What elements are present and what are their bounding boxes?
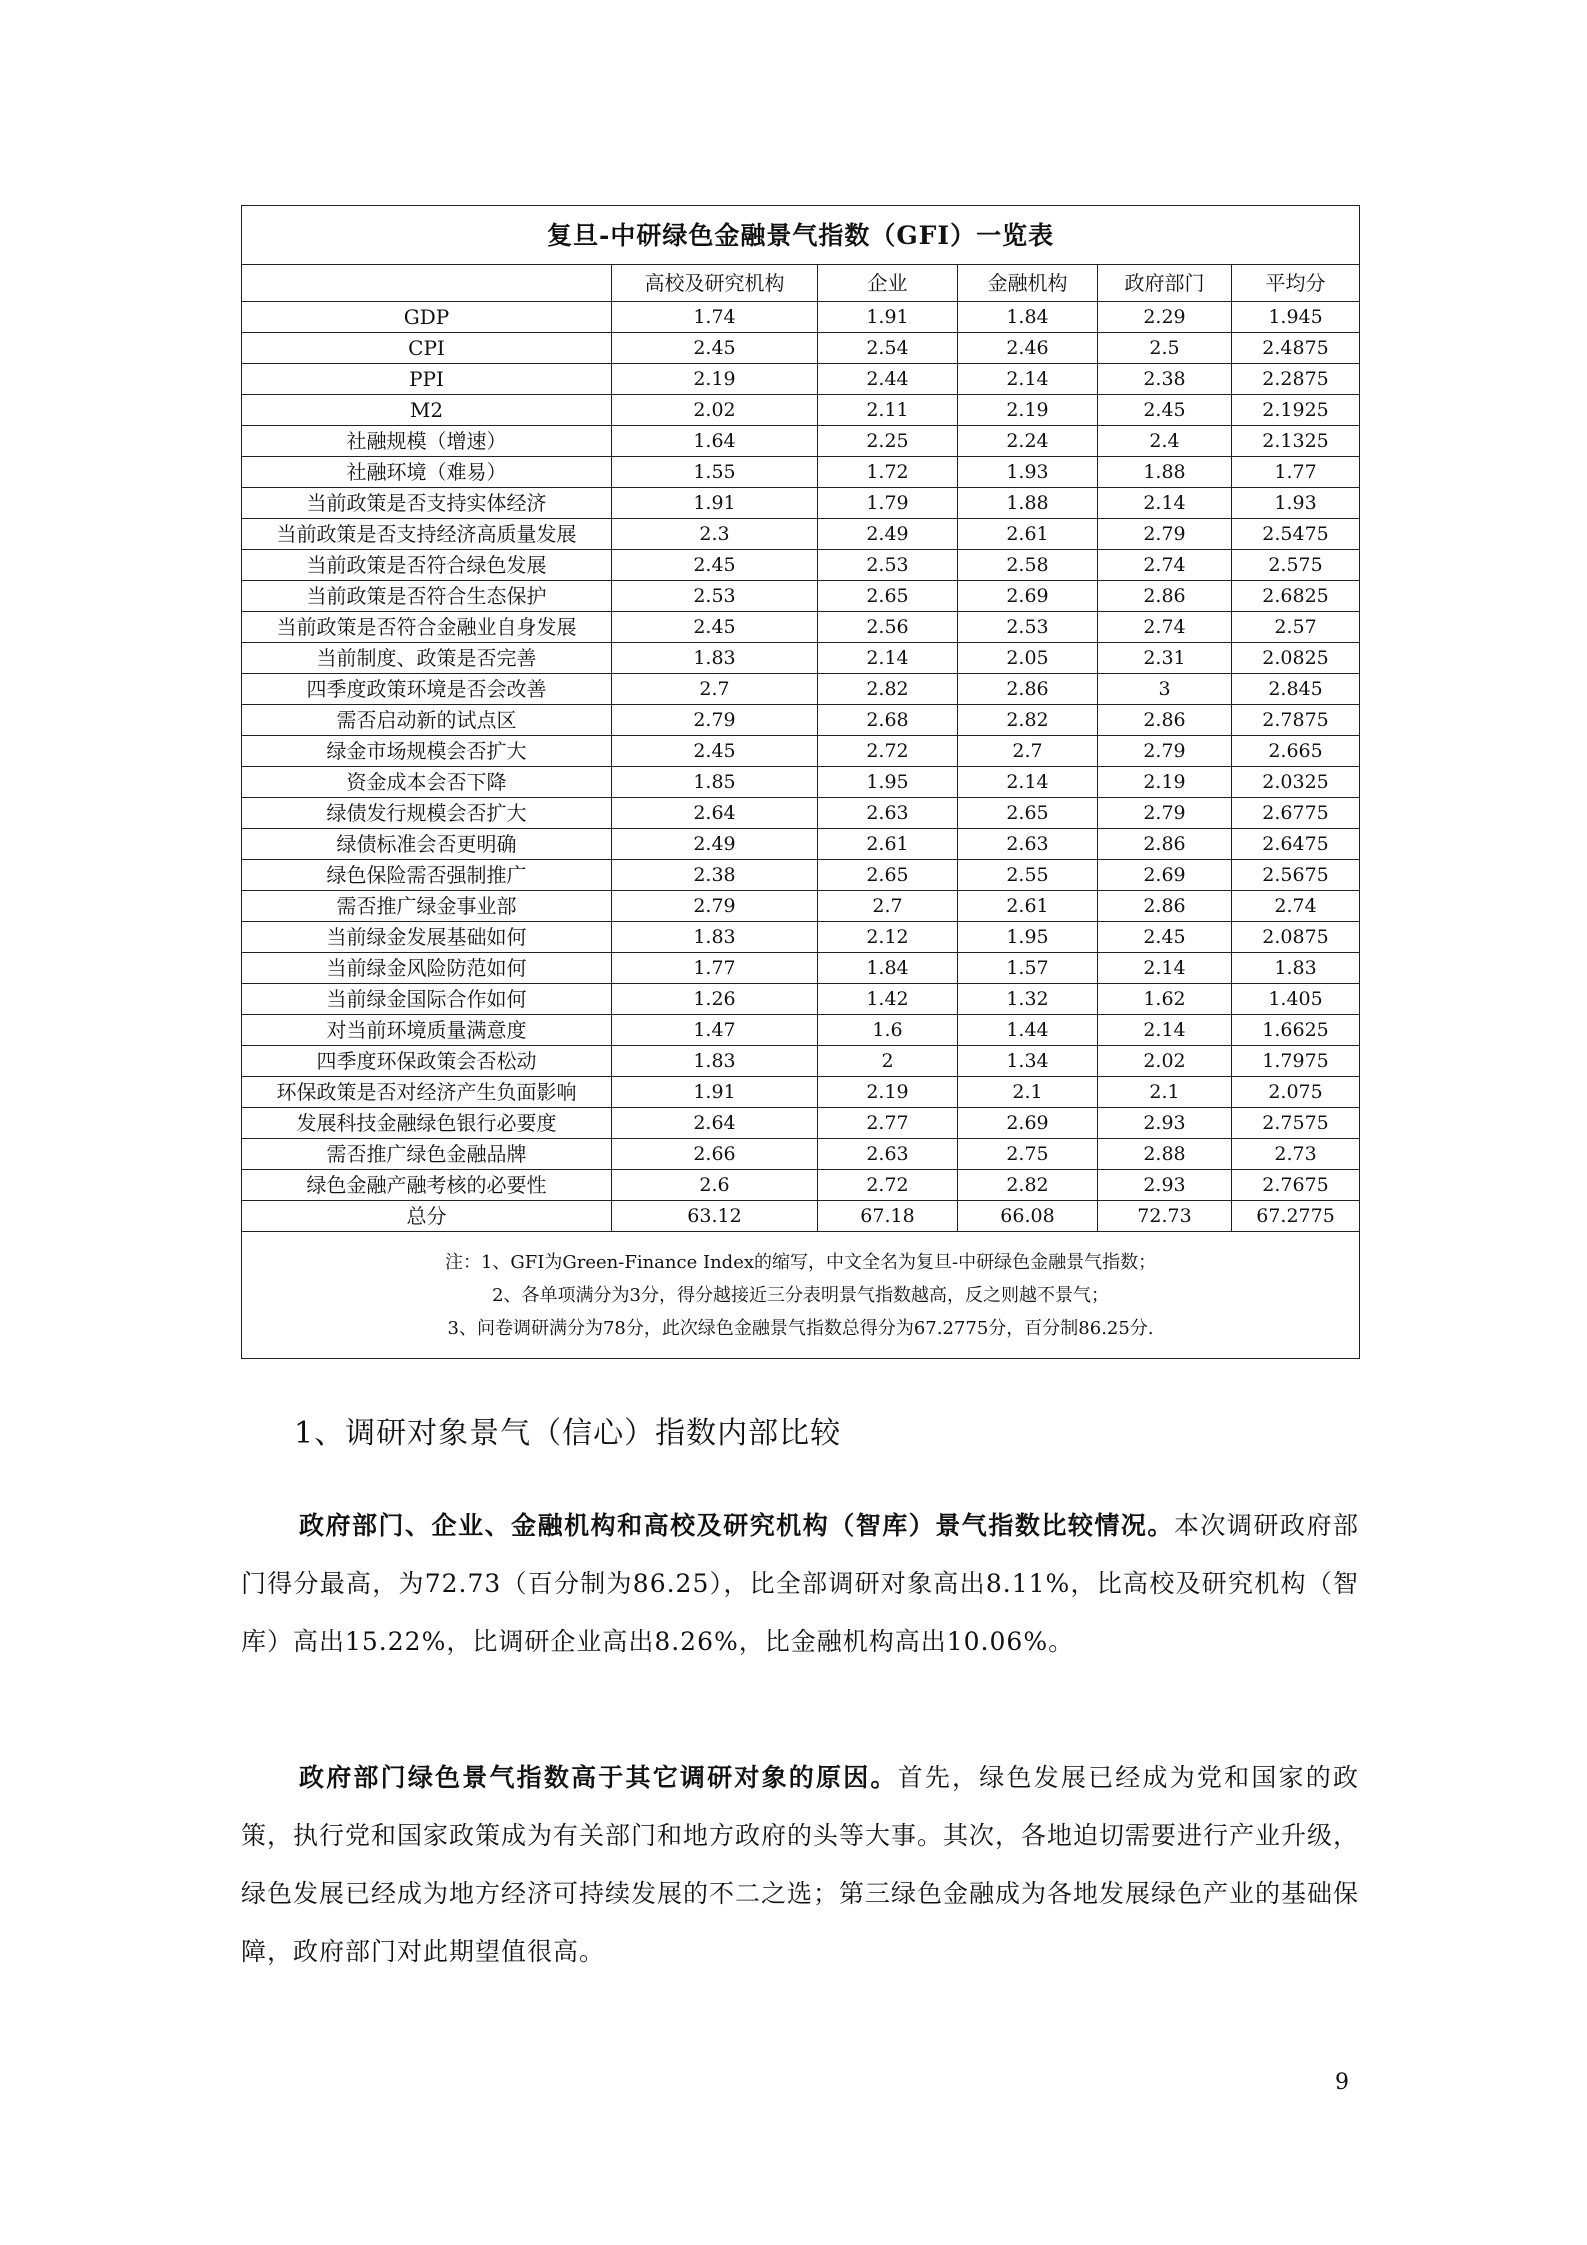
table-cell: 2.2875	[1232, 364, 1360, 395]
table-cell: 2.77	[818, 1108, 958, 1139]
table-cell: 2.88	[1098, 1139, 1232, 1170]
table-cell: 1.85	[612, 767, 818, 798]
table-cell: 2.53	[612, 581, 818, 612]
table-cell: 2.0875	[1232, 922, 1360, 953]
table-row	[242, 519, 1360, 550]
table-cell: 2.74	[1232, 891, 1360, 922]
table-row	[242, 302, 1360, 333]
table-row	[242, 984, 1360, 1015]
table-cell: 2.74	[1098, 612, 1232, 643]
table-cell: 2.79	[612, 705, 818, 736]
row-label: 当前绿金风险防范如何	[242, 953, 612, 984]
table-cell: 1.93	[1232, 488, 1360, 519]
table-notes-row	[242, 1232, 1360, 1359]
row-label: 需否推广绿色金融品牌	[242, 1139, 612, 1170]
row-label: 绿色保险需否强制推广	[242, 860, 612, 891]
row-label: 需否启动新的试点区	[242, 705, 612, 736]
table-cell: 1.77	[1232, 457, 1360, 488]
table-cell: 2.7	[958, 736, 1098, 767]
table-cell: 2.665	[1232, 736, 1360, 767]
header-cell-government: 政府部门	[1098, 265, 1232, 302]
table-cell: 1.945	[1232, 302, 1360, 333]
table-cell: 2.56	[818, 612, 958, 643]
table-cell: 2.86	[1098, 891, 1232, 922]
table-cell: 2.02	[1098, 1046, 1232, 1077]
total-cell: 67.2775	[1232, 1201, 1360, 1232]
table-cell: 2.5675	[1232, 860, 1360, 891]
row-label: 资金成本会否下降	[242, 767, 612, 798]
table-cell: 1.34	[958, 1046, 1098, 1077]
paragraph-body: 本次调研政府部门得分最高，为72.73（百分制为86.25），比全部调研对象高出8.11%，比高校及研究机构（智库）高出15.22%，比调研企业高出8.26%，比金融机构高出10.06%。	[241, 1511, 1359, 1656]
table-cell: 2.14	[1098, 488, 1232, 519]
table-cell: 2.6825	[1232, 581, 1360, 612]
table-cell: 2.7675	[1232, 1170, 1360, 1201]
table-cell: 2.86	[1098, 705, 1232, 736]
table-row	[242, 953, 1360, 984]
total-cell: 72.73	[1098, 1201, 1232, 1232]
table-cell: 2.14	[1098, 1015, 1232, 1046]
row-label: 绿色金融产融考核的必要性	[242, 1170, 612, 1201]
table-cell: 1.55	[612, 457, 818, 488]
table-row	[242, 550, 1360, 581]
table-row	[242, 364, 1360, 395]
table-row	[242, 395, 1360, 426]
table-cell: 2.82	[958, 705, 1098, 736]
table-cell: 2.45	[612, 736, 818, 767]
table-cell: 2.3	[612, 519, 818, 550]
table-cell: 1.72	[818, 457, 958, 488]
table-cell: 1.91	[612, 1077, 818, 1108]
table-cell: 2.38	[1098, 364, 1232, 395]
table-row	[242, 1170, 1360, 1201]
table-row	[242, 1108, 1360, 1139]
table-row	[242, 1139, 1360, 1170]
table-cell: 2.61	[958, 891, 1098, 922]
table-row	[242, 1046, 1360, 1077]
gfi-table	[241, 205, 1360, 1359]
table-cell: 2.6775	[1232, 798, 1360, 829]
table-row	[242, 674, 1360, 705]
header-cell-universities: 高校及研究机构	[612, 265, 818, 302]
table-cell: 1.42	[818, 984, 958, 1015]
table-cell: 2.4	[1098, 426, 1232, 457]
table-cell: 2.64	[612, 1108, 818, 1139]
table-cell: 1.77	[612, 953, 818, 984]
table-cell: 1.74	[612, 302, 818, 333]
table-cell: 2.29	[1098, 302, 1232, 333]
table-cell: 2.66	[612, 1139, 818, 1170]
table-cell: 2.19	[1098, 767, 1232, 798]
table-cell: 2.93	[1098, 1170, 1232, 1201]
table-cell: 1.7975	[1232, 1046, 1360, 1077]
total-label: 总分	[242, 1201, 612, 1232]
table-cell: 1.83	[612, 922, 818, 953]
table-total-row	[242, 1201, 1360, 1232]
table-cell: 2.73	[1232, 1139, 1360, 1170]
table-cell: 2.49	[612, 829, 818, 860]
table-cell: 1.405	[1232, 984, 1360, 1015]
table-cell: 2.1	[1098, 1077, 1232, 1108]
note-line: 3、问卷调研满分为78分，此次绿色金融景气指数总得分为67.2775分，百分制86.25分.	[447, 1317, 1154, 1339]
table-cell: 1.83	[612, 643, 818, 674]
table-cell: 1.32	[958, 984, 1098, 1015]
page-number: 9	[1335, 2070, 1349, 2095]
row-label: 绿债发行规模会否扩大	[242, 798, 612, 829]
table-cell: 2.0325	[1232, 767, 1360, 798]
table-row	[242, 488, 1360, 519]
table-cell: 1.57	[958, 953, 1098, 984]
table-row	[242, 767, 1360, 798]
table-cell: 1.64	[612, 426, 818, 457]
table-row	[242, 798, 1360, 829]
table-cell: 2.14	[958, 364, 1098, 395]
table-cell: 2.69	[1098, 860, 1232, 891]
table-cell: 2.74	[1098, 550, 1232, 581]
table-cell: 2.14	[1098, 953, 1232, 984]
table-cell: 2.14	[818, 643, 958, 674]
total-cell: 67.18	[818, 1201, 958, 1232]
table-cell: 2.02	[612, 395, 818, 426]
table-cell: 1.44	[958, 1015, 1098, 1046]
table-cell: 2.82	[818, 674, 958, 705]
table-row	[242, 643, 1360, 674]
row-label: 当前政策是否符合绿色发展	[242, 550, 612, 581]
table-cell: 2.72	[818, 1170, 958, 1201]
table-row	[242, 891, 1360, 922]
table-cell: 1.62	[1098, 984, 1232, 1015]
table-row	[242, 1077, 1360, 1108]
gfi-table-container	[241, 205, 1359, 1359]
row-label: CPI	[242, 333, 612, 364]
table-cell: 2.63	[818, 1139, 958, 1170]
table-row	[242, 1015, 1360, 1046]
header-cell-enterprises: 企业	[818, 265, 958, 302]
row-label: 四季度环保政策会否松动	[242, 1046, 612, 1077]
table-cell: 2.86	[1098, 581, 1232, 612]
table-cell: 2.19	[818, 1077, 958, 1108]
table-cell: 2.58	[958, 550, 1098, 581]
row-label: 当前政策是否符合生态保护	[242, 581, 612, 612]
table-notes	[242, 1232, 1360, 1359]
table-cell: 1.93	[958, 457, 1098, 488]
table-cell: 2.75	[958, 1139, 1098, 1170]
table-cell: 2.55	[958, 860, 1098, 891]
table-cell: 1.47	[612, 1015, 818, 1046]
row-label: 当前政策是否支持实体经济	[242, 488, 612, 519]
table-cell: 2.53	[958, 612, 1098, 643]
table-row	[242, 612, 1360, 643]
table-cell: 2.24	[958, 426, 1098, 457]
row-label: 环保政策是否对经济产生负面影响	[242, 1077, 612, 1108]
table-cell: 2.65	[818, 581, 958, 612]
table-row	[242, 581, 1360, 612]
table-cell: 2.79	[1098, 519, 1232, 550]
row-label: 四季度政策环境是否会改善	[242, 674, 612, 705]
table-cell: 2.845	[1232, 674, 1360, 705]
table-cell: 2.1925	[1232, 395, 1360, 426]
table-row	[242, 705, 1360, 736]
row-label: GDP	[242, 302, 612, 333]
row-label: PPI	[242, 364, 612, 395]
table-cell: 1.83	[1232, 953, 1360, 984]
table-cell: 1.91	[612, 488, 818, 519]
table-cell: 1.6625	[1232, 1015, 1360, 1046]
total-cell: 63.12	[612, 1201, 818, 1232]
table-cell: 2.5475	[1232, 519, 1360, 550]
table-cell: 2.7875	[1232, 705, 1360, 736]
row-label: 发展科技金融绿色银行必要度	[242, 1108, 612, 1139]
table-title-row	[242, 206, 1360, 265]
table-cell: 2.6475	[1232, 829, 1360, 860]
table-cell: 2.72	[818, 736, 958, 767]
table-cell: 2.5	[1098, 333, 1232, 364]
table-row	[242, 736, 1360, 767]
table-cell: 2.45	[612, 550, 818, 581]
note-line: 2、各单项满分为3分，得分越接近三分表明景气指数越高，反之则越不景气；	[492, 1284, 1109, 1306]
table-cell: 2.63	[818, 798, 958, 829]
row-label: 需否推广绿金事业部	[242, 891, 612, 922]
table-cell: 2.575	[1232, 550, 1360, 581]
paragraph-lead: 政府部门绿色景气指数高于其它调研对象的原因。	[299, 1763, 898, 1792]
table-cell: 2.05	[958, 643, 1098, 674]
table-cell: 2.38	[612, 860, 818, 891]
table-cell: 2.19	[958, 395, 1098, 426]
table-cell: 2	[818, 1046, 958, 1077]
table-cell: 2.69	[958, 1108, 1098, 1139]
section-heading: 1、调研对象景气（信心）指数内部比较	[294, 1416, 842, 1451]
table-cell: 2.1325	[1232, 426, 1360, 457]
row-label: 当前政策是否支持经济高质量发展	[242, 519, 612, 550]
table-cell: 2.57	[1232, 612, 1360, 643]
table-cell: 1.95	[958, 922, 1098, 953]
table-row	[242, 829, 1360, 860]
table-cell: 2.19	[612, 364, 818, 395]
header-cell-average: 平均分	[1232, 265, 1360, 302]
table-row	[242, 860, 1360, 891]
row-label: 社融规模（增速）	[242, 426, 612, 457]
table-cell: 1.26	[612, 984, 818, 1015]
table-cell: 2.31	[1098, 643, 1232, 674]
table-cell: 2.7575	[1232, 1108, 1360, 1139]
table-cell: 2.63	[958, 829, 1098, 860]
paragraph-reasons	[241, 1749, 1359, 1981]
table-cell: 2.82	[958, 1170, 1098, 1201]
row-label: 社融环境（难易）	[242, 457, 612, 488]
table-cell: 2.79	[1098, 736, 1232, 767]
table-cell: 2.7	[818, 891, 958, 922]
table-cell: 2.54	[818, 333, 958, 364]
row-label: 当前绿金国际合作如何	[242, 984, 612, 1015]
table-cell: 2.11	[818, 395, 958, 426]
paragraph-lead: 政府部门、企业、金融机构和高校及研究机构（智库）景气指数比较情况。	[299, 1511, 1174, 1540]
paragraph-comparison	[241, 1497, 1359, 1671]
total-cell: 66.08	[958, 1201, 1098, 1232]
row-label: 当前绿金发展基础如何	[242, 922, 612, 953]
table-cell: 2.7	[612, 674, 818, 705]
table-cell: 2.68	[818, 705, 958, 736]
table-row	[242, 333, 1360, 364]
table-title: 复旦-中研绿色金融景气指数（GFI）一览表	[242, 206, 1360, 265]
table-cell: 2.53	[818, 550, 958, 581]
table-cell: 2.49	[818, 519, 958, 550]
table-cell: 2.1	[958, 1077, 1098, 1108]
header-cell-blank	[242, 265, 612, 302]
table-cell: 2.6	[612, 1170, 818, 1201]
table-cell: 2.86	[958, 674, 1098, 705]
header-cell-financial-institutions: 金融机构	[958, 265, 1098, 302]
table-cell: 2.44	[818, 364, 958, 395]
table-row	[242, 922, 1360, 953]
row-label: M2	[242, 395, 612, 426]
table-cell: 1.84	[958, 302, 1098, 333]
table-cell: 2.69	[958, 581, 1098, 612]
table-cell: 2.45	[612, 612, 818, 643]
table-cell: 1.88	[958, 488, 1098, 519]
table-cell: 2.0825	[1232, 643, 1360, 674]
table-cell: 2.86	[1098, 829, 1232, 860]
table-cell: 2.46	[958, 333, 1098, 364]
row-label: 绿债标准会否更明确	[242, 829, 612, 860]
table-cell: 2.45	[1098, 922, 1232, 953]
table-cell: 2.65	[818, 860, 958, 891]
table-cell: 2.4875	[1232, 333, 1360, 364]
table-cell: 2.12	[818, 922, 958, 953]
table-cell: 1.83	[612, 1046, 818, 1077]
table-row	[242, 426, 1360, 457]
paragraph-body: 首先，绿色发展已经成为党和国家的政策，执行党和国家政策成为有关部门和地方政府的头等大事。其次，各地迫切需要进行产业升级，绿色发展已经成为地方经济可持续发展的不二之选；第三绿色金融成为各地发展绿色产业的基础保障，政府部门对此期望值很高。	[241, 1763, 1360, 1966]
table-cell: 1.91	[818, 302, 958, 333]
table-cell: 1.95	[818, 767, 958, 798]
table-cell: 1.6	[818, 1015, 958, 1046]
row-label: 当前政策是否符合金融业自身发展	[242, 612, 612, 643]
table-header-row	[242, 265, 1360, 302]
table-cell: 1.88	[1098, 457, 1232, 488]
row-label: 对当前环境质量满意度	[242, 1015, 612, 1046]
table-cell: 2.65	[958, 798, 1098, 829]
table-cell: 2.14	[958, 767, 1098, 798]
table-cell: 1.84	[818, 953, 958, 984]
note-line: 注：1、GFI为Green-Finance Index的缩写，中文全名为复旦-中研绿色金融景气指数；	[444, 1251, 1157, 1273]
table-cell: 2.075	[1232, 1077, 1360, 1108]
table-cell: 2.64	[612, 798, 818, 829]
row-label: 当前制度、政策是否完善	[242, 643, 612, 674]
table-cell: 2.79	[1098, 798, 1232, 829]
table-cell: 2.61	[818, 829, 958, 860]
table-cell: 2.45	[1098, 395, 1232, 426]
row-label: 绿金市场规模会否扩大	[242, 736, 612, 767]
table-cell: 2.25	[818, 426, 958, 457]
table-cell: 2.45	[612, 333, 818, 364]
table-cell: 1.79	[818, 488, 958, 519]
table-cell: 2.79	[612, 891, 818, 922]
table-cell: 2.61	[958, 519, 1098, 550]
table-cell: 2.93	[1098, 1108, 1232, 1139]
table-row	[242, 457, 1360, 488]
table-cell: 3	[1098, 674, 1232, 705]
